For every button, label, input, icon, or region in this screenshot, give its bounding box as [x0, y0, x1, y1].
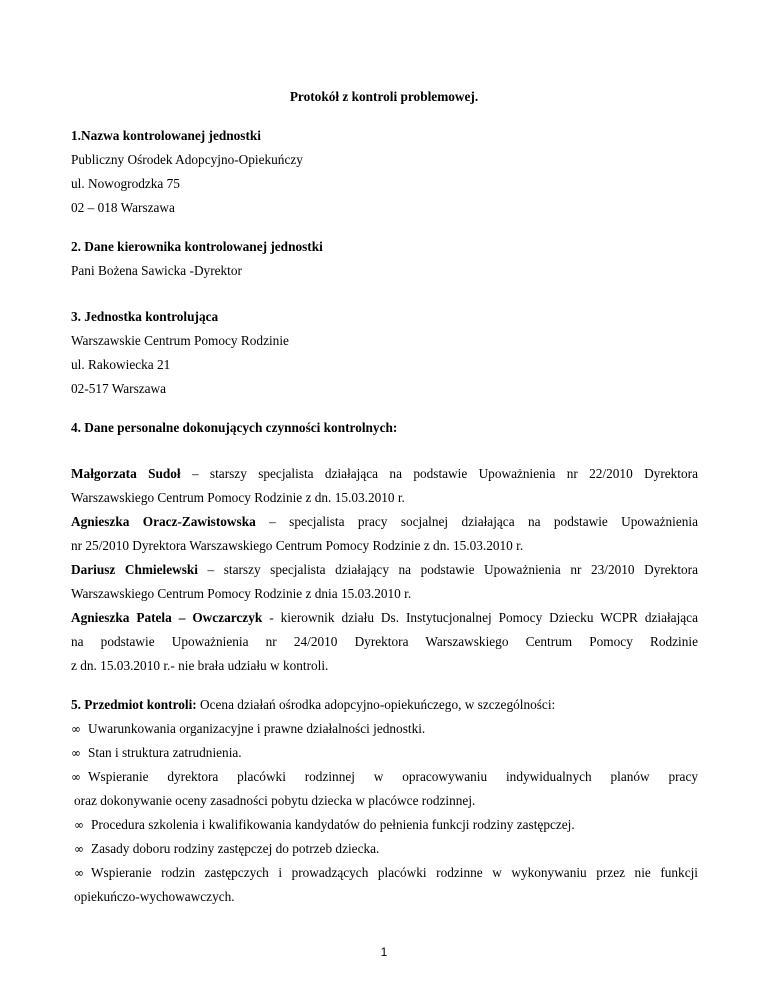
page-number: 1 [380, 945, 388, 959]
list-item [71, 745, 242, 761]
section-1-line: ul. Nowogrodzka 75 [71, 176, 180, 191]
list-item-text: Zasady doboru rodziny zastępczej do potrzeb dziecka. [91, 841, 380, 856]
list-item-text: Procedura szkolenia i kwalifikowania kandydatów do pełnienia funkcji rodziny zastępczej. [91, 817, 575, 832]
section-5-label: . Przedmiot kontroli: [77, 697, 197, 712]
bullet-icon: ∞ [71, 746, 81, 760]
person-entry [71, 562, 698, 578]
person-entry [71, 466, 698, 482]
section-1-line: Publiczny Ośrodek Adopcyjno-Opiekuńczy [71, 152, 303, 167]
person-entry [71, 610, 698, 626]
list-item [74, 817, 575, 833]
person-role-cont: Warszawskiego Centrum Pomocy Rodzinie z dn. 15.03.2010 r. [71, 490, 405, 505]
list-item [74, 841, 379, 857]
list-item-text: Wspieranie dyrektora placówki rodzinnej w opracowywaniu indywidualnych planów pracy [88, 769, 698, 784]
bullet-icon: ∞ [71, 722, 81, 736]
section-5-intro: Ocena działań ośrodka adopcyjno-opiekuńczego, w szczególności: [196, 697, 556, 712]
person-role-cont: nr 25/2010 Dyrektora Warszawskiego Centrum Pomocy Rodzinie z dn. 15.03.2010 r. [71, 538, 524, 553]
bullet-icon: ∞ [71, 770, 81, 784]
section-1-heading: 1.Nazwa kontrolowanej jednostki [71, 128, 261, 143]
person-role-cont: z dn. 15.03.2010 r.- nie brała udziału w kontroli. [71, 658, 329, 673]
list-item-cont: opiekuńczo-wychowawczych. [74, 889, 235, 904]
section-2-line: Pani Bożena Sawicka -Dyrektor [71, 263, 242, 278]
bullet-icon: ∞ [74, 866, 84, 880]
section-5-number: 5 [71, 697, 78, 712]
person-entry [71, 514, 698, 530]
page-title: Protokół z kontroli problemowej. [289, 89, 479, 104]
person-role: – specjalista pracy socjalnej działająca na podstawie Upoważnienia [255, 514, 698, 529]
section-2-heading: 2. Dane kierownika kontrolowanej jednostki [71, 239, 323, 254]
list-item-text: Uwarunkowania organizacyjne i prawne działalności jednostki. [88, 721, 426, 736]
section-1-line: 02 – 018 Warszawa [71, 200, 175, 215]
bullet-icon: ∞ [74, 842, 84, 856]
section-4-heading: 4. Dane personalne dokonujących czynności kontrolnych: [71, 420, 398, 435]
person-name: Dariusz Chmielewski [71, 562, 198, 577]
section-3-line: Warszawskie Centrum Pomocy Rodzinie [71, 333, 289, 348]
section-3-heading: 3. Jednostka kontrolująca [71, 309, 219, 324]
person-role: – starszy specjalista działająca na podstawie Upoważnienia nr 22/2010 Dyrektora [180, 466, 698, 481]
list-item-cont: oraz dokonywanie oceny zasadności pobytu dziecka w placówce rodzinnej. [74, 793, 476, 808]
section-3-line: 02-517 Warszawa [71, 381, 167, 396]
person-name: Agnieszka Patela – Owczarczyk [71, 610, 263, 625]
list-item [74, 865, 698, 881]
list-item-text: Stan i struktura zatrudnienia. [88, 745, 242, 760]
bullet-icon: ∞ [74, 818, 84, 832]
person-role-cont: Warszawskiego Centrum Pomocy Rodzinie z dnia 15.03.2010 r. [71, 586, 412, 601]
person-role: – starszy specjalista działający na podstawie Upoważnienia nr 23/2010 Dyrektora [198, 562, 698, 577]
section-5-heading [71, 697, 555, 713]
person-name: Małgorzata Sudoł [71, 466, 181, 481]
list-item [71, 769, 698, 785]
person-role-cont: na podstawie Upoważnienia nr 24/2010 Dyrektora Warszawskiego Centrum Pomocy Rodzinie [71, 634, 698, 649]
list-item-text: Wspieranie rodzin zastępczych i prowadzących placówki rodzinne w wykonywaniu przez nie funkcji [91, 865, 698, 880]
list-item [71, 721, 425, 737]
section-3-line: ul. Rakowiecka 21 [71, 357, 171, 372]
person-role: - kierownik działu Ds. Instytucjonalnej Pomocy Dziecku WCPR działająca [262, 610, 698, 625]
person-name: Agnieszka Oracz-Zawistowska [71, 514, 256, 529]
